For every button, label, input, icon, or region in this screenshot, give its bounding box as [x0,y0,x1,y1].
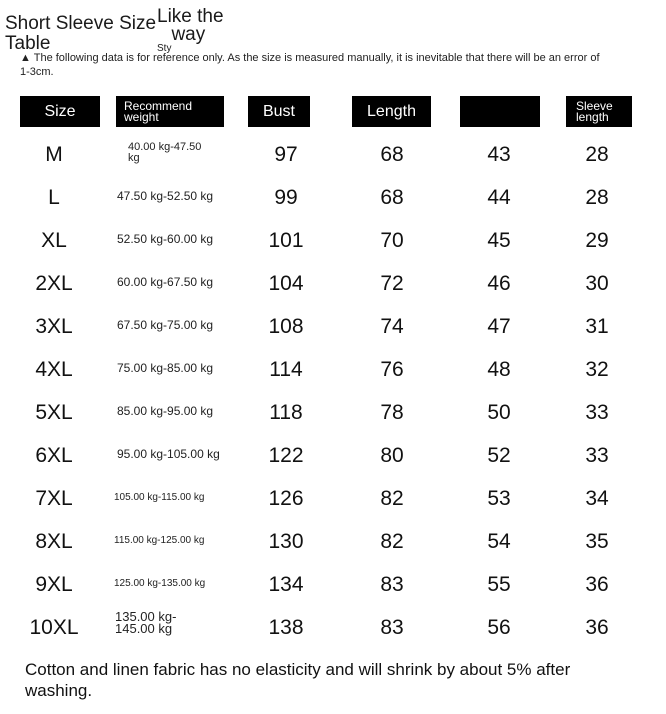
bust-cell: 118 [269,401,303,424]
weight-cell: 125.00 kg-135.00 kg [114,578,206,589]
length-cell: 83 [380,616,404,639]
col5-cell: 45 [487,229,511,252]
col5-cell: 43 [487,143,511,166]
size-cell: 9XL [35,573,73,596]
sleeve-cell: 33 [585,444,609,467]
sleeve-cell: 30 [585,272,609,295]
length-cell: 82 [380,487,404,510]
sleeve-cell: 29 [585,229,609,252]
sleeve-cell: 31 [585,315,609,338]
length-cell: 68 [380,186,404,209]
page-title-line-1: Short Sleeve Size [5,13,157,34]
header-sleeve [566,96,632,127]
header-sleeve-line-2: length [576,109,609,124]
col5-cell: 53 [487,487,511,510]
length-cell: 82 [380,530,404,553]
col5-cell: 47 [487,315,511,338]
size-cell: 7XL [35,487,73,510]
weight-cell: 40.00 kg-47.50 kg [128,141,202,164]
col5-cell: 48 [487,358,511,381]
weight-cell: 115.00 kg-125.00 kg [114,535,205,546]
length-cell: 70 [380,229,404,252]
size-cell: 4XL [35,358,73,381]
header-size-label: Size [44,102,76,120]
col5-cell: 56 [487,616,511,639]
weight-cell: 47.50 kg-52.50 kg [117,189,214,203]
length-cell: 78 [380,401,404,424]
header-weight-line-1: Recommend [124,98,193,113]
weight-cell: 135.00 kg-145.00 kg [115,609,177,636]
bust-cell: 114 [269,358,303,381]
header-bust-label: Bust [262,102,295,120]
weight-cell: 75.00 kg-85.00 kg [117,361,214,375]
reference-note: ▲ The following data is for reference only. As the size is measured manually, it is inevitable that there will be an error of 1-3cm. [20,52,600,78]
bust-cell: 104 [268,272,304,295]
sleeve-cell: 36 [585,616,609,639]
sleeve-cell: 28 [585,186,609,209]
bust-cell: 126 [268,487,304,510]
weight-cell: 95.00 kg-105.00 kg [117,447,220,461]
bust-cell: 122 [268,444,304,467]
length-cell: 74 [380,315,404,338]
weight-cell: 67.50 kg-75.00 kg [117,318,214,332]
bust-cell: 99 [274,186,298,209]
weight-cell: 85.00 kg-95.00 kg [117,404,214,418]
bust-cell: 101 [268,229,304,252]
size-cell: M [45,143,63,166]
header-size [20,96,100,127]
length-cell: 83 [380,573,404,596]
col5-cell: 54 [487,530,511,553]
sleeve-cell: 34 [585,487,609,510]
footer-note: Cotton and linen fabric has no elasticity and will shrink by about 5% after washing. [25,660,571,700]
size-cell: 10XL [29,616,79,639]
size-cell: 5XL [35,401,73,424]
col5-cell: 55 [487,573,511,596]
header-bust [248,96,310,127]
col5-cell: 52 [487,444,511,467]
header-length-label: Length [367,102,416,120]
title-overlay-main: Like the [157,6,224,27]
col5-cell: 44 [487,186,511,209]
weight-cell: 52.50 kg-60.00 kg [117,232,214,246]
length-cell: 68 [380,143,404,166]
sleeve-cell: 33 [585,401,609,424]
title-overlay-tail: way [171,24,206,45]
weight-cell: 105.00 kg-115.00 kg [114,492,205,503]
header-col5 [460,96,540,127]
size-cell: 3XL [35,315,73,338]
title-overlay-small: Sty [157,43,172,54]
length-cell: 80 [380,444,404,467]
size-cell: L [48,186,60,209]
bust-cell: 138 [268,616,304,639]
header-weight-line-2: weight [124,109,159,124]
header-weight [116,96,224,127]
col5-cell: 50 [487,401,511,424]
title-overlay-text [157,8,224,54]
sleeve-cell: 36 [585,573,609,596]
size-cell: XL [41,229,67,252]
length-cell: 76 [380,358,404,381]
sleeve-cell: 28 [585,143,609,166]
size-cell: 2XL [35,272,73,295]
bust-cell: 134 [268,573,304,596]
col5-cell: 46 [487,272,511,295]
size-cell: 8XL [35,530,73,553]
sleeve-cell: 35 [585,530,609,553]
size-cell: 6XL [35,444,73,467]
bust-cell: 108 [268,315,304,338]
bust-cell: 130 [268,530,304,553]
weight-cell: 60.00 kg-67.50 kg [117,275,214,289]
header-sleeve-line-1: Sleeve [576,98,613,113]
length-cell: 72 [380,272,404,295]
bust-cell: 97 [274,143,298,166]
page-title-line-2: Table [5,33,51,54]
sleeve-cell: 32 [585,358,609,381]
header-length [352,96,431,127]
